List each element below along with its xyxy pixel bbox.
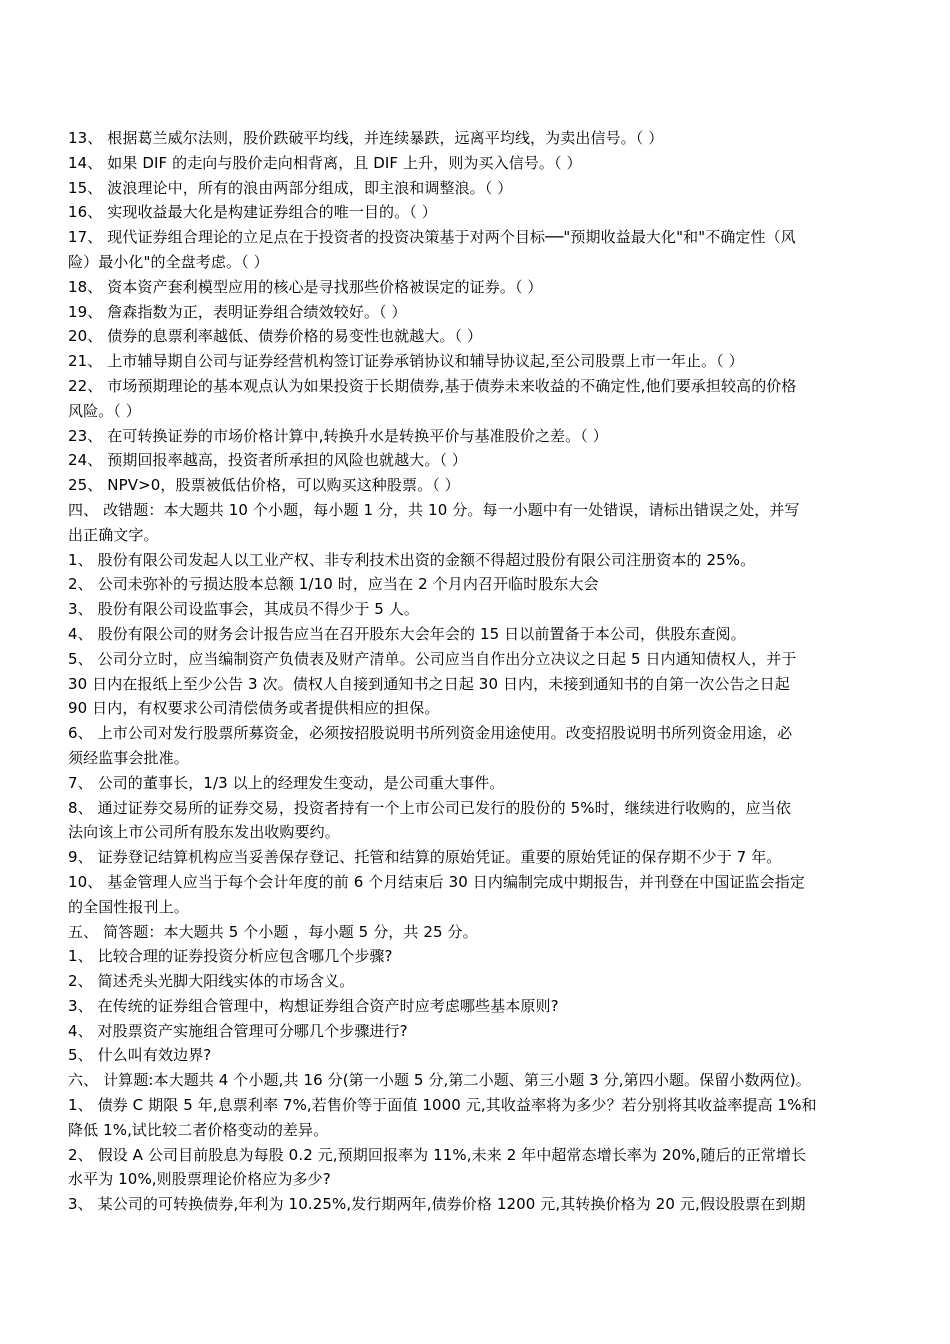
text-line: 13、 根据葛兰威尔法则，股价跌破平均线，并连续暴跌，远离平均线，为卖出信号。（ ） [68,129,664,147]
text-line: 14、 如果 DIF 的走向与股价走向相背离，且 DIF 上升，则为买入信号。（ ） [68,153,582,172]
text-line: 7、 公司的董事长，1/3 以上的经理发生变动，是公司重大事件。 [68,773,505,792]
document-page [68,126,888,1217]
text-line: 4、 对股票资产实施组合管理可分哪几个步骤进行? [68,1021,408,1040]
text-line: 4、 股份有限公司的财务会计报告应当在召开股东大会年会的 15 日以前置备于本公司，供股东查阅。 [68,624,746,643]
section-heading: 四、 改错题：本大题共 10 个小题，每小题 1 分，共 10 分。每一小题中有一处错误，请标出错误之处，并写 [68,500,800,519]
text-line: 16、 实现收益最大化是构建证券组合的唯一目的。（ ） [68,203,437,222]
text-line: 30 日内在报纸上至少公告 3 次。债权人自接到通知书之日起 30 日内，未接到通知书的自第一次公告之日起 [68,674,790,693]
text-line: 15、 波浪理论中，所有的浪由两部分组成，即主浪和调整浪。（ ） [68,178,513,197]
section-heading: 五、 简答题：本大题共 5 个小题 ，每小题 5 分，共 25 分。 [68,922,478,941]
text-line: 风险。（ ） [68,401,141,420]
text-line: 18、 资本资产套利模型应用的核心是寻找那些价格被误定的证券。（ ） [68,277,543,296]
text-line: 21、 上市辅导期自公司与证券经营机构签订证券承销协议和辅导协议起,至公司股票上市一年止。（ ） [68,352,744,371]
text-line: 19、 詹森指数为正，表明证券组合绩效较好。（ ） [68,302,407,321]
text-line: 9、 证券登记结算机构应当妥善保存登记、托管和结算的原始凭证。重要的原始凭证的保存期不少于 7 年。 [68,848,782,867]
text-line: 6、 上市公司对发行股票所募资金，必须按招股说明书所列资金用途使用。改变招股说明书所列资金用途，必 [68,724,793,743]
text-line: 20、 债券的息票利率越低、债券价格的易变性也就越大。（ ） [68,327,483,346]
text-line: 险）最小化"的全盘考虑。（ ） [68,252,269,271]
text-line: 24、 预期回报率越高，投资者所承担的风险也就越大。（ ） [68,451,468,470]
text-line: 22、 市场预期理论的基本观点认为如果投资于长期债券,基于债券未来收益的不确定性,他们要承担较高的价格 [68,376,797,395]
text-line: 3、 在传统的证券组合管理中，构想证券组合资产时应考虑哪些基本原则? [68,996,559,1015]
text-line: 10、 基金管理人应当于每个会计年度的前 6 个月结束后 30 日内编制完成中期报告，并刊登在中国证监会指定 [68,872,805,891]
text-line: 降低 1%,试比较二者价格变动的差异。 [68,1120,329,1139]
text-line: 5、 什么叫有效边界? [68,1046,212,1065]
text-line: 1、 比较合理的证券投资分析应包含哪几个步骤? [68,947,393,966]
text-line: 2、 简述秃头光脚大阳线实体的市场含义。 [68,972,355,991]
text-line: 出正确文字。 [68,525,159,544]
text-line: 法向该上市公司所有股东发出收购要约。 [68,823,340,842]
text-line: 2、 假设 A 公司目前股息为每股 0.2 元,预期回报率为 11%,未来 2 年中超常态增长率为 20%,随后的正常增长 [68,1145,807,1164]
text-line: 3、 股份有限公司设监事会，其成员不得少于 5 人。 [68,600,419,619]
text-line: 1、 债券 C 期限 5 年,息票利率 7%,若售价等于面值 1000 元,其收益率将为多少？若分别将其收益率提高 1%和 [68,1096,817,1115]
text-line: 1、 股份有限公司发起人以工业产权、非专利技术出资的金额不得超过股份有限公司注册资本的 25%。 [68,550,756,569]
text-line: 的全国性报刊上。 [68,897,189,916]
text-line: 5、 公司分立时，应当编制资产负债表及财产清单。公司应当自作出分立决议之日起 5 日内通知债权人，并于 [68,649,797,668]
section-heading: 六、 计算题:本大题共 4 个小题,共 16 分(第一小题 5 分,第二小题、第三小题 3 分,第四小题。保留小数两位)。 [68,1071,811,1090]
text-line: 3、 某公司的可转换债券,年利为 10.25%,发行期两年,债券价格 1200 元,其转换价格为 20 元,假设股票在到期 [68,1195,806,1214]
text-line: 2、 公司未弥补的亏损达股本总额 1/10 时，应当在 2 个月内召开临时股东大会 [68,575,599,594]
text-line: 25、 NPV>0，股票被低估价格，可以购买这种股票。（ ） [68,476,460,495]
text-line: 8、 通过证券交易所的证券交易，投资者持有一个上市公司已发行的股份的 5%时，继续进行收购的，应当依 [68,798,791,817]
text-line: 90 日内，有权要求公司清偿债务或者提供相应的担保。 [68,699,440,718]
text-line: 17、 现代证券组合理论的立足点在于投资者的投资决策基于对两个目标──"预期收益最大化"和"不确定性（风 [68,228,796,247]
text-line: 须经监事会批准。 [68,748,189,767]
text-line: 23、 在可转换证券的市场价格计算中,转换升水是转换平价与基准股价之差。（ ） [68,426,608,445]
text-line: 水平为 10%,则股票理论价格应为多少? [68,1170,331,1189]
